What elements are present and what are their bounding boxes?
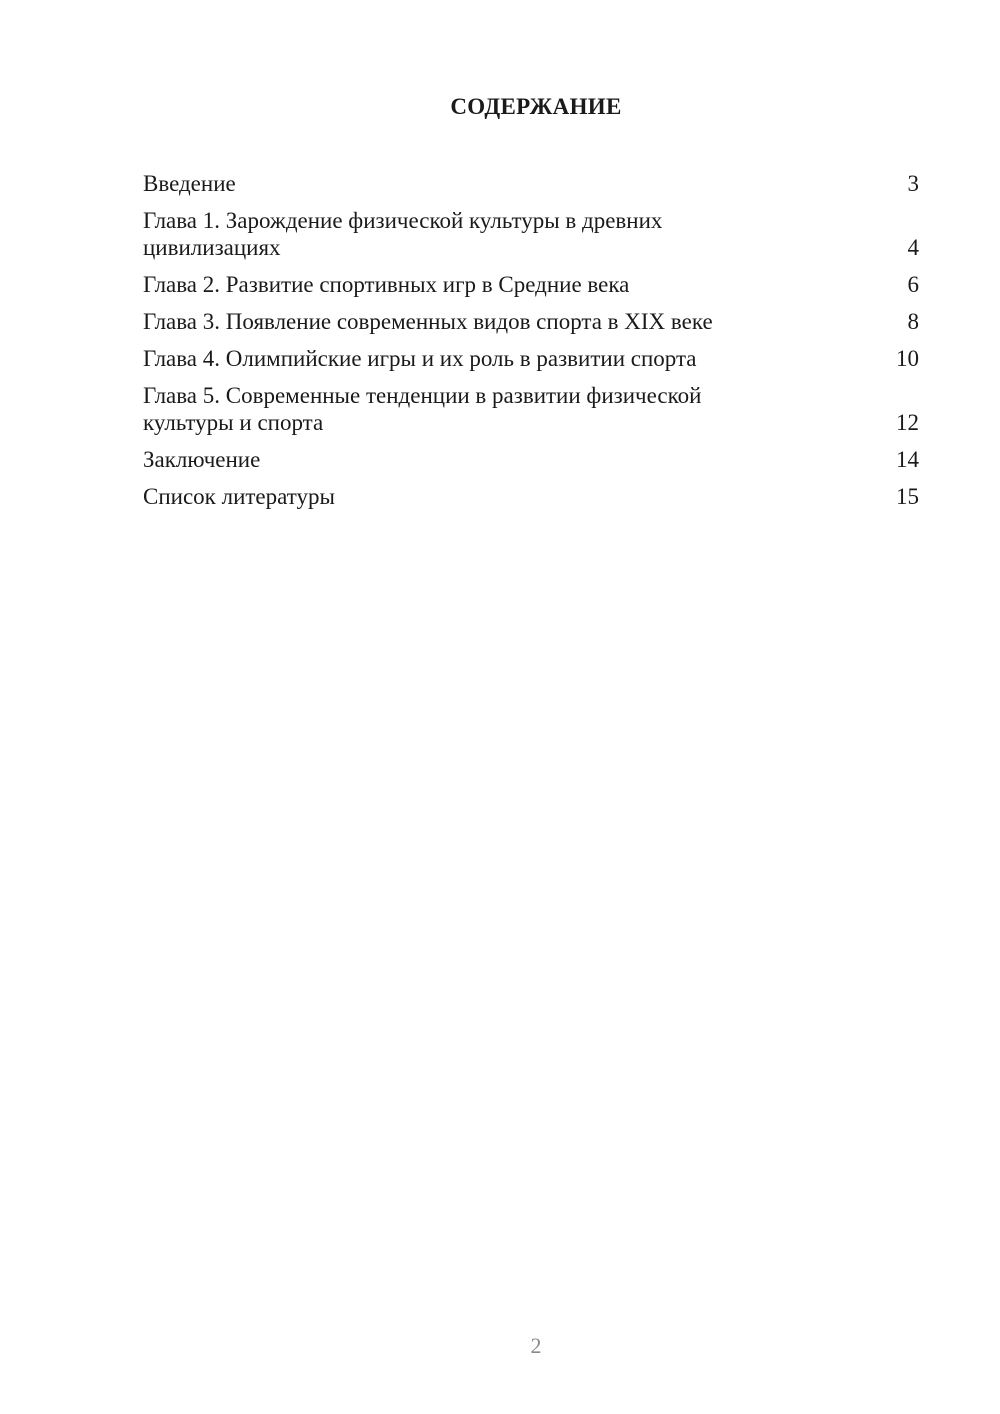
toc-entry-page: 14 <box>896 447 919 472</box>
toc-entry-introduction[interactable] <box>143 170 919 197</box>
toc-entry-label: Глава 4. Олимпийские игры и их роль в развитии спорта <box>143 346 697 371</box>
toc-entry-label: Список литературы <box>143 484 335 509</box>
page-title: СОДЕРЖАНИЕ <box>450 94 622 119</box>
toc-entry-page: 6 <box>907 272 919 297</box>
toc-entry-bibliography[interactable] <box>143 483 919 510</box>
toc-entry-chapter-5[interactable] <box>143 382 919 436</box>
toc-entry-page: 8 <box>907 309 919 334</box>
toc-entry-label: Заключение <box>143 447 261 472</box>
page-number: 2 <box>530 1333 542 1358</box>
toc-entry-chapter-2[interactable] <box>143 271 919 298</box>
toc-entry-chapter-4[interactable] <box>143 345 919 372</box>
toc-entry-page: 4 <box>907 235 919 260</box>
toc-entry-label: Глава 2. Развитие спортивных игр в Средние века <box>143 272 630 297</box>
toc-entry-label: Введение <box>143 171 236 196</box>
toc-entry-page: 12 <box>896 410 919 435</box>
toc-entry-chapter-3[interactable] <box>143 308 919 335</box>
toc-entry-conclusion[interactable] <box>143 446 919 473</box>
toc-entry-label: Глава 3. Появление современных видов спорта в XIX веке <box>143 309 713 334</box>
toc-entry-chapter-1[interactable] <box>143 207 919 261</box>
toc-entry-page: 15 <box>896 484 919 509</box>
toc-entry-label: Глава 5. Современные тенденции в развитии физической культуры и спорта <box>143 383 702 435</box>
table-of-contents <box>143 170 919 520</box>
toc-entry-label: Глава 1. Зарождение физической культуры в древних цивилизациях <box>143 208 663 260</box>
toc-entry-page: 3 <box>907 171 919 196</box>
toc-entry-page: 10 <box>896 346 919 371</box>
